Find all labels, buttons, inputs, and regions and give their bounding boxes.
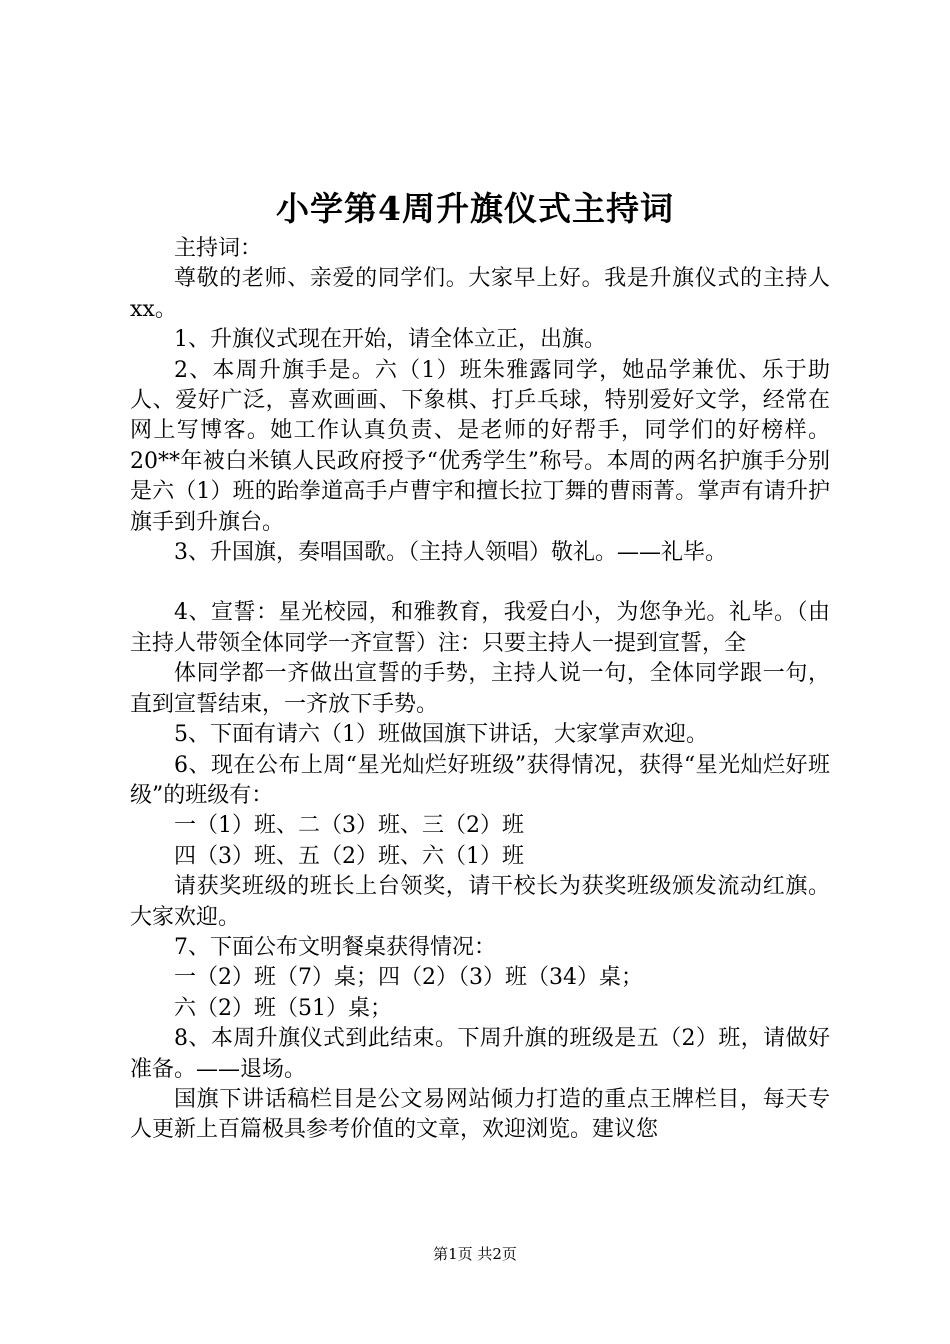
paragraph-table-list-2: 六（2）班（51）桌； xyxy=(174,995,392,1021)
paragraph-greeting: 尊敬的老师、亲爱的同学们。大家早上好。我是升旗仪式的主持人xx。 xyxy=(130,266,830,322)
paragraph-class-list-2: 四（3）班、五（2）班、六（1）班 xyxy=(174,843,524,869)
paragraph-step-1: 1、升旗仪式现在开始，请全体立正，出旗。 xyxy=(174,327,606,353)
paragraph-step-4: 4、宣誓：星光校园，和雅教育，我爱白小，为您争光。礼毕。（由主持人带领全体同学一齐宣誓）注：只要主持人一提到宣誓，全 xyxy=(130,600,830,656)
paragraph-table-list-1: 一（2）班（7）桌；四（2）（3）班（34）桌； xyxy=(174,965,643,991)
paragraph-class-list-1: 一（1）班、二（3）班、三（2）班 xyxy=(174,813,524,839)
document-body xyxy=(130,234,830,1146)
paragraph-step-3: 3、升国旗，奏唱国歌。（主持人领唱）敬礼。——礼毕。 xyxy=(174,540,727,566)
paragraph-column-note: 国旗下讲话稿栏目是公文易网站倾力打造的重点王牌栏目，每天专人更新上百篇极具参考价值的文章，欢迎浏览。建议您 xyxy=(130,1086,830,1143)
paragraph-award: 请获奖班级的班长上台领奖，请干校长为获奖班级颁发流动红旗。大家欢迎。 xyxy=(130,874,830,930)
paragraph-step-4-continued: 体同学都一齐做出宣誓的手势，主持人说一句，全体同学跟一句，直到宣誓结束，一齐放下手势。 xyxy=(130,661,830,717)
paragraph-step-7: 7、下面公布文明餐桌获得情况： xyxy=(174,934,496,960)
page-footer: 第1页 共2页 xyxy=(433,1245,517,1263)
paragraph-step-2: 2、本周升旗手是。六（1）班朱雅露同学，她品学兼优、乐于助人、爱好广泛，喜欢画画、下象棋、打乒乓球，特别爱好文学，经常在网上写博客。她工作认真负责、是老师的好帮手，同学们的好榜样。20**年被白米镇人民政府授予“优秀学生”称号。本周的两名护旗手分别是六（1）班的跆拳道高手卢曹宇和擅长拉丁舞的曹雨菁。掌声有请升护旗手到升旗台。 xyxy=(130,357,830,535)
paragraph-host-label: 主持词： xyxy=(174,236,263,261)
paragraph-step-6: 6、现在公布上周“星光灿烂好班级”获得情况，获得“星光灿烂好班级”的班级有： xyxy=(130,752,830,808)
document-title: 小学第4周升旗仪式主持词 xyxy=(276,189,674,228)
paragraph-step-5: 5、下面有请六（1）班做国旗下讲话，大家掌声欢迎。 xyxy=(174,722,708,748)
paragraph-step-8: 8、本周升旗仪式到此结束。下周升旗的班级是五（2）班，请做好准备。——退场。 xyxy=(130,1026,830,1082)
